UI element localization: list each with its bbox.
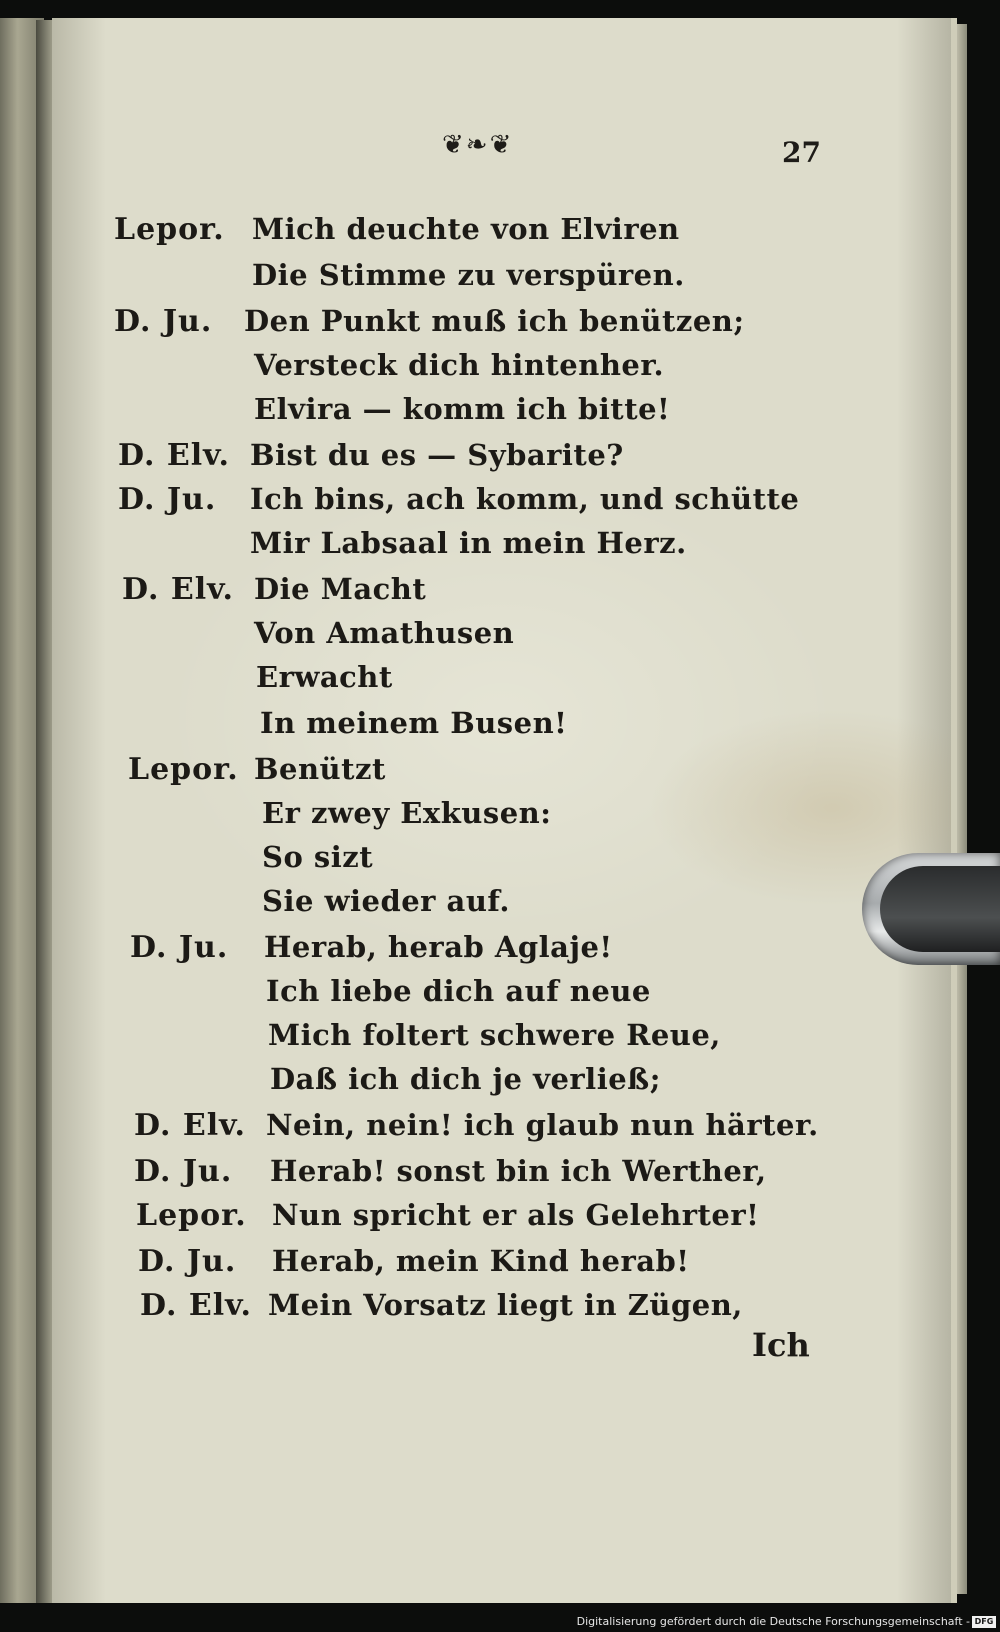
verse-text-line: Daß ich dich je verließ; <box>270 1062 661 1096</box>
verse-text-line: Mir Labsaal in mein Herz. <box>250 526 687 560</box>
verse-text-line: Mich deuchte von Elviren <box>252 212 680 246</box>
dfg-logo: DFG <box>972 1616 996 1628</box>
book-page <box>52 18 957 1603</box>
verse-text-line: Herab, herab Aglaje! <box>264 930 613 964</box>
catchword: Ich <box>752 1326 810 1364</box>
verse-text-line: Herab! sonst bin ich Werther, <box>270 1154 767 1188</box>
footer-credit: Digitalisierung gefördert durch die Deutsche Forschungsgemeinschaft - <box>576 1615 970 1628</box>
verse-text-line: Elvira — komm ich bitte! <box>254 392 671 426</box>
verse-text-line: Mein Vorsatz liegt in Zügen, <box>268 1288 743 1322</box>
verse-text-line: Von Amathusen <box>254 616 515 650</box>
verse-text-line: Sie wieder auf. <box>262 884 510 918</box>
page-number: 27 <box>782 136 821 169</box>
verse-text-line: So sizt <box>262 840 374 874</box>
speaker-label: Lepor. <box>136 1198 247 1233</box>
verse-text-line: Bist du es — Sybarite? <box>250 438 624 472</box>
speaker-label: D. Ju. <box>130 930 229 965</box>
verse-text-line: Nein, nein! ich glaub nun härter. <box>266 1108 819 1142</box>
verse-text-line: Ich liebe dich auf neue <box>266 974 651 1008</box>
speaker-label: D. Ju. <box>138 1244 237 1279</box>
page-edge <box>957 24 967 1594</box>
page-header <box>52 130 951 180</box>
verse-text-line: In meinem Busen! <box>260 706 568 740</box>
speaker-label: D. Elv. <box>122 572 234 607</box>
verse-text-line: Nun spricht er als Gelehrter! <box>272 1198 760 1232</box>
header-ornament: ❦❧❦ <box>442 130 514 160</box>
speaker-label: D. Ju. <box>134 1154 233 1189</box>
verse-text-line: Die Macht <box>254 572 427 606</box>
speaker-label: Lepor. <box>128 752 239 787</box>
speaker-label: D. Elv. <box>118 438 230 473</box>
verse-text-line: Mich foltert schwere Reue, <box>268 1018 721 1052</box>
verse-text-line: Die Stimme zu verspüren. <box>252 258 685 292</box>
speaker-label: D. Elv. <box>134 1108 246 1143</box>
verse-text-line: Versteck dich hintenher. <box>254 348 665 382</box>
metal-clip-inner <box>880 866 1000 952</box>
verse-text-line: Benützt <box>254 752 386 786</box>
verse-text-line: Herab, mein Kind herab! <box>272 1244 690 1278</box>
verse-text-line: Er zwey Exkusen: <box>262 796 552 830</box>
speaker-label: D. Elv. <box>140 1288 252 1323</box>
speaker-label: D. Ju. <box>118 482 217 517</box>
verse-text-line: Den Punkt muß ich benützen; <box>244 304 745 338</box>
speaker-label: D. Ju. <box>114 304 213 339</box>
speaker-label: Lepor. <box>114 212 225 247</box>
verse-text-line: Erwacht <box>256 660 393 694</box>
verse-text-line: Ich bins, ach komm, und schütte <box>250 482 800 516</box>
